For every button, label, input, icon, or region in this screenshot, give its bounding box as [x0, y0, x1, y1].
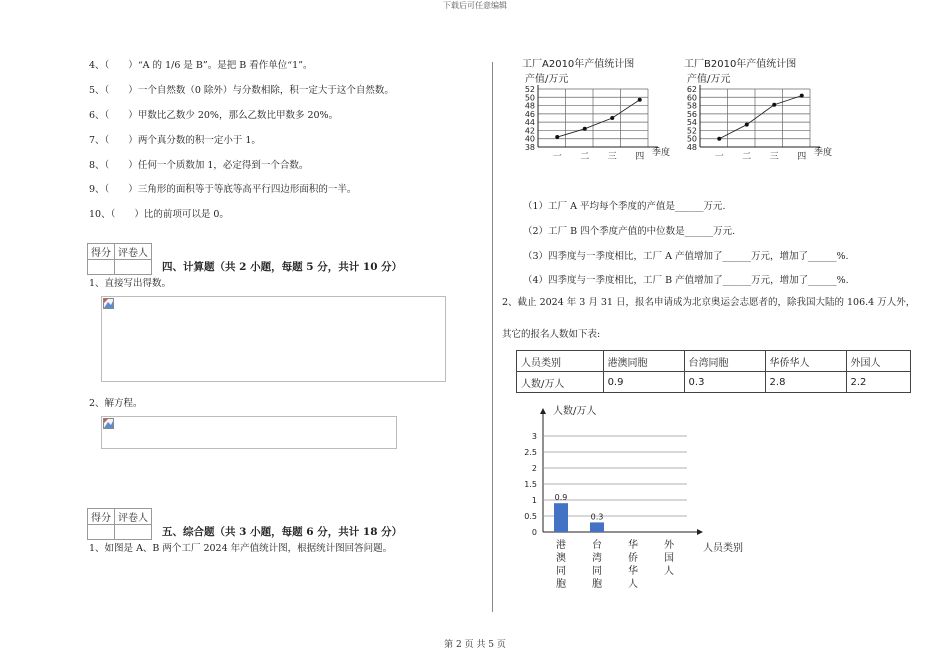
- chart-sub-question: （3）四季度与一季度相比，工厂 A 产值增加了______万元，增加了______%.: [523, 251, 849, 262]
- question-number: 4、: [89, 60, 105, 71]
- question-number: 6、: [89, 110, 105, 121]
- y-tick-label: 52: [686, 126, 697, 136]
- table-cell: 2.8: [765, 372, 846, 393]
- section4-question-1: 1、直接写出得数。: [89, 278, 172, 289]
- grader-cell: 评卷人: [115, 509, 152, 525]
- y-tick-label: 44: [524, 118, 535, 128]
- answer-blank[interactable]: （ ）: [104, 184, 138, 195]
- series-line: [719, 96, 802, 139]
- x-tick-label: 台湾同胞: [592, 540, 602, 590]
- factory-b-line-chart: [672, 55, 832, 175]
- volunteer-bar-chart: [515, 398, 755, 594]
- y-tick-label: 0: [531, 528, 537, 537]
- x-tick-label: 港澳同胞: [556, 540, 566, 590]
- score-cell: 得分: [88, 244, 115, 260]
- table-header-cell: 台湾同胞: [684, 351, 765, 372]
- data-point: [555, 135, 559, 139]
- true-false-question: [89, 107, 338, 121]
- answer-blank[interactable]: （ ）: [104, 135, 138, 146]
- x-tick-label: 华侨华人: [628, 540, 638, 590]
- section5-title: 五、综合题（共 3 小题，每题 6 分，共计 18 分）: [162, 526, 403, 538]
- factory-a-line-chart: [510, 55, 670, 175]
- answer-blank[interactable]: （ ）: [104, 60, 138, 71]
- data-point: [610, 116, 614, 120]
- section4-question-2: 2、解方程。: [89, 398, 143, 409]
- answer-blank[interactable]: （ ）: [104, 160, 138, 171]
- y-tick-label: 1.5: [524, 480, 537, 489]
- section5-question-1: 1、如图是 A、B 两个工厂 2024 年产值统计图，根据统计图回答问题。: [89, 543, 393, 554]
- x-tick-label: 四: [797, 152, 807, 162]
- answer-area-2[interactable]: [101, 416, 397, 449]
- table-cell: 2.2: [846, 372, 910, 393]
- question-number: 9、: [89, 184, 105, 195]
- true-false-question: [89, 157, 308, 171]
- score-blank[interactable]: [88, 525, 115, 540]
- table-cell: 人数/万人: [517, 372, 604, 393]
- y-tick-label: 56: [686, 109, 697, 119]
- question-text: 两个真分数的积一定小于 1。: [137, 135, 261, 146]
- bar: [590, 522, 604, 532]
- true-false-question: [89, 132, 261, 146]
- x-axis-label: 季度: [652, 148, 670, 158]
- data-point: [717, 137, 721, 141]
- score-table-section5: [87, 508, 152, 540]
- chart-title: 工厂B2010年产值统计图: [684, 59, 797, 70]
- x-axis-arrow: [697, 529, 703, 535]
- y-tick-label: 40: [524, 134, 535, 144]
- chart-sub-question: （1）工厂 A 平均每个季度的产值是______万元.: [523, 201, 726, 212]
- y-tick-label: 1: [531, 496, 537, 505]
- table-header-cell: 外国人: [846, 351, 910, 372]
- question-number: 10、: [89, 209, 111, 220]
- answer-blank[interactable]: （ ）: [110, 209, 144, 220]
- x-tick-label: 外国人: [664, 540, 674, 577]
- y-tick-label: 50: [686, 134, 697, 144]
- answer-blank[interactable]: （ ）: [104, 110, 138, 121]
- grader-blank[interactable]: [115, 525, 152, 540]
- grader-blank[interactable]: [115, 260, 152, 275]
- x-axis-label: 季度: [814, 148, 832, 158]
- y-tick-label: 52: [524, 85, 535, 94]
- chart-sub-question: （2）工厂 B 四个季度产值的中位数是______万元.: [523, 226, 736, 237]
- y-tick-label: 2: [531, 464, 537, 473]
- y-tick-label: 48: [524, 101, 535, 111]
- y-tick-label: 0.5: [524, 512, 537, 521]
- volunteer-table: [516, 350, 911, 393]
- bar: [554, 503, 568, 532]
- y-tick-label: 38: [524, 143, 535, 152]
- x-axis-label: 人员类别: [703, 543, 743, 554]
- data-label: 0.3: [590, 512, 604, 522]
- data-point: [638, 98, 642, 102]
- broken-image-icon: [103, 418, 114, 429]
- data-point: [800, 94, 804, 98]
- table-cell: 0.3: [684, 372, 765, 393]
- y-axis-label: 产值/万元: [687, 74, 731, 85]
- table-cell: 0.9: [603, 372, 684, 393]
- true-false-question: [89, 57, 313, 71]
- page-footer: 第 2 页 共 5 页: [444, 640, 506, 650]
- page-header: 下载后可任意编辑: [443, 1, 507, 10]
- table-header-cell: 港澳同胞: [603, 351, 684, 372]
- question-number: 7、: [89, 135, 105, 146]
- y-tick-label: 50: [524, 93, 535, 103]
- y-tick-label: 42: [524, 126, 535, 136]
- table-header-cell: 人员类别: [517, 351, 604, 372]
- data-point: [772, 103, 776, 107]
- y-tick-label: 48: [686, 143, 697, 152]
- data-label: 0.9: [554, 493, 568, 503]
- x-tick-label: 一: [552, 152, 562, 162]
- x-tick-label: 三: [607, 152, 617, 162]
- true-false-question: [89, 181, 356, 195]
- y-tick-label: 2.5: [524, 448, 537, 457]
- y-axis-label: 产值/万元: [525, 74, 569, 85]
- question-text: 甲数比乙数少 20%，那么乙数比甲数多 20%。: [137, 110, 339, 121]
- score-table-section4: [87, 243, 152, 275]
- chart-sub-question: （4）四季度与一季度相比，工厂 B 产值增加了______万元，增加了______%.: [523, 275, 849, 286]
- score-blank[interactable]: [88, 260, 115, 275]
- y-axis-arrow: [540, 408, 546, 414]
- broken-image-icon: [103, 298, 114, 309]
- answer-area-1[interactable]: [101, 296, 446, 382]
- y-axis-label: 人数/万人: [553, 406, 597, 417]
- y-tick-label: 60: [686, 93, 697, 103]
- data-point: [745, 123, 749, 127]
- x-tick-label: 一: [714, 152, 724, 162]
- table-header-cell: 华侨华人: [765, 351, 846, 372]
- y-tick-label: 62: [686, 85, 697, 94]
- question-text: 任何一个质数加 1，必定得到一个合数。: [137, 160, 309, 171]
- data-point: [583, 127, 587, 131]
- grader-cell: 评卷人: [115, 244, 152, 260]
- y-tick-label: 3: [531, 432, 537, 441]
- chart-title: 工厂A2010年产值统计图: [522, 59, 635, 70]
- x-tick-label: 二: [742, 152, 752, 162]
- question-text: 一个自然数（0 除外）与分数相除，积一定大于这个自然数。: [137, 85, 394, 96]
- x-tick-label: 二: [580, 152, 590, 162]
- true-false-question: [89, 82, 394, 96]
- y-tick-label: 46: [524, 109, 535, 119]
- question-2-line-1: 2、截止 2024 年 3 月 31 日，报名申请成为北京奥运会志愿者的，除我国大陆的 106.4 万人外，: [502, 297, 916, 308]
- question-number: 8、: [89, 160, 105, 171]
- question-text: 三角形的面积等于等底等高平行四边形面积的一半。: [137, 184, 357, 195]
- column-divider: [492, 62, 493, 612]
- y-tick-label: 58: [686, 101, 697, 111]
- answer-blank[interactable]: （ ）: [104, 85, 138, 96]
- score-cell: 得分: [88, 509, 115, 525]
- question-text: “A 的 1/6 是 B”。是把 B 看作单位“1”。: [137, 60, 313, 71]
- y-tick-label: 54: [686, 118, 697, 128]
- true-false-question: [89, 206, 229, 220]
- x-tick-label: 三: [769, 152, 779, 162]
- section4-title: 四、计算题（共 2 小题，每题 5 分，共计 10 分）: [162, 261, 403, 273]
- question-2-line-2: 其它的报名人数如下表:: [502, 329, 601, 340]
- question-text: 比的前项可以是 0。: [143, 209, 229, 220]
- question-number: 5、: [89, 85, 105, 96]
- x-tick-label: 四: [635, 152, 645, 162]
